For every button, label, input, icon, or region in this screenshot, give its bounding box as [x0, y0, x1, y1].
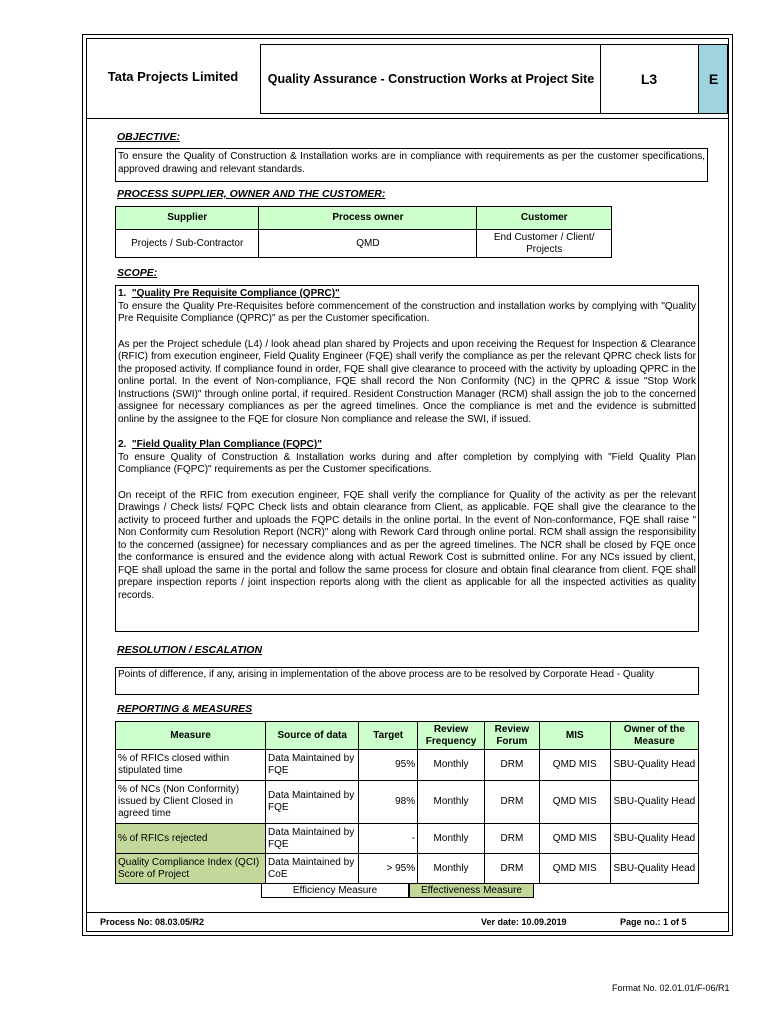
forum-cell: DRM [485, 750, 540, 781]
measures-table [115, 721, 699, 884]
objective-heading: OBJECTIVE: [117, 131, 181, 143]
measures-col-source: Source of data [266, 722, 359, 750]
frequency-cell: Monthly [418, 854, 485, 884]
target-cell: 98% [359, 781, 418, 824]
scope-item1-title: "Quality Pre Requisite Compliance (QPRC)" [131, 288, 340, 299]
version-date: Ver date: 10.09.2019 [481, 917, 567, 927]
frequency-cell: Monthly [418, 824, 485, 854]
frequency-cell: Monthly [418, 781, 485, 824]
table-row [116, 824, 699, 854]
process-cell-supplier: Projects / Sub-Contractor [116, 230, 259, 258]
format-number: Format No. 02.01.01/F-06/R1 [612, 983, 730, 993]
mis-cell: QMD MIS [539, 824, 610, 854]
process-cell-owner: QMD [259, 230, 477, 258]
company-name: Tata Projects Limited [107, 68, 239, 84]
measures-col-target: Target [359, 722, 418, 750]
source-cell: Data Maintained by FQE [266, 781, 359, 824]
target-cell: > 95% [359, 854, 418, 884]
scope-item2-number: 2. [118, 439, 127, 450]
forum-cell: DRM [485, 854, 540, 884]
process-table [115, 206, 612, 258]
forum-cell: DRM [485, 781, 540, 824]
source-cell: Data Maintained by CoE [266, 854, 359, 884]
scope-item1-para2: As per the Project schedule (L4) / look ahead plan shared by Projects and upon receiving the Request for Inspection & Clearance (RFIC) from execution engineer, Field Quality Engineer (FQE) shall verify the compliance as per the relevant QPRC check lists for the proposed activity. If compliance found in order, FQE shall give clearance to proceed with the activity by uploading QPRC in the online portal. In the event of Non-compliance, FQE shall record the Non Conformity (NC) in the QPRC & issue "Stop Work Instructions (SWI)" through online portal, if required. Resident Construction Manager (RCM) shall assign the job to the concerned assignee for necessary compliances as per the agreed timelines. Once the compliance is met and the evidence is submitted online by the assignee to the FQE for closure Non compliance and release the SWI, if issued. [118, 338, 696, 425]
legend-effectiveness: Effectiveness Measure [409, 883, 534, 898]
measures-col-forum: Review Forum [485, 722, 540, 750]
measure-cell: % of RFICs rejected [116, 824, 266, 854]
scope-item2-title: "Field Quality Plan Compliance (FQPC)" [131, 439, 322, 450]
document-level: L3 [640, 71, 658, 87]
reporting-heading: REPORTING & MEASURES [117, 703, 253, 715]
process-col-customer: Customer [477, 207, 612, 230]
table-row [116, 750, 699, 781]
mis-cell: QMD MIS [539, 750, 610, 781]
header-separator [86, 118, 729, 119]
scope-item2-heading [118, 439, 696, 452]
scope-item1-heading [118, 288, 696, 301]
table-row [116, 854, 699, 884]
scope-box [115, 285, 699, 632]
process-cell-customer: End Customer / Client/ Projects [477, 230, 612, 258]
owner-cell: SBU-Quality Head [610, 750, 698, 781]
target-cell: 95% [359, 750, 418, 781]
measure-cell: Quality Compliance Index (QCI) Score of Project [116, 854, 266, 884]
scope-item1-para1: To ensure the Quality Pre-Requisites before commencement of the construction and installation works by complying with "Quality Pre Requisite Compliance (QPRC)" as per the Customer specification. [118, 300, 696, 324]
table-row [116, 781, 699, 824]
forum-cell: DRM [485, 824, 540, 854]
owner-cell: SBU-Quality Head [610, 781, 698, 824]
source-cell: Data Maintained by FQE [266, 824, 359, 854]
owner-cell: SBU-Quality Head [610, 854, 698, 884]
measures-col-mis: MIS [539, 722, 610, 750]
source-cell: Data Maintained by FQE [266, 750, 359, 781]
measures-col-frequency: Review Frequency [418, 722, 485, 750]
scope-heading: SCOPE: [117, 267, 158, 279]
legend-efficiency: Efficiency Measure [261, 883, 409, 898]
revision-letter: E [708, 71, 719, 87]
measure-cell: % of RFICs closed within stipulated time [116, 750, 266, 781]
resolution-text: Points of difference, if any, arising in implementation of the above process are to be resolved by Corporate Head - Quality [115, 667, 699, 695]
measures-col-measure: Measure [116, 722, 266, 750]
target-cell: - [359, 824, 418, 854]
resolution-heading: RESOLUTION / ESCALATION [117, 644, 263, 656]
measures-col-owner: Owner of the Measure [610, 722, 698, 750]
mis-cell: QMD MIS [539, 781, 610, 824]
objective-text: To ensure the Quality of Construction & Installation works are in compliance with requirements as per the customer specifications, approved drawing and relevant standards. [115, 148, 708, 182]
process-heading: PROCESS SUPPLIER, OWNER AND THE CUSTOMER: [117, 188, 386, 200]
measure-cell: % of NCs (Non Conformity) issued by Client Closed in agreed time [116, 781, 266, 824]
frequency-cell: Monthly [418, 750, 485, 781]
document-title: Quality Assurance - Construction Works at Project Site [267, 72, 595, 86]
footer-separator [86, 912, 729, 913]
owner-cell: SBU-Quality Head [610, 824, 698, 854]
mis-cell: QMD MIS [539, 854, 610, 884]
process-number: Process No: 08.03.05/R2 [100, 917, 205, 927]
scope-item2-para1: To ensure Quality of Construction & Installation works during and after completion by complying with "Field Quality Plan Compliance (FQPC)" requirements as per the Customer specifications. [118, 451, 696, 475]
scope-item2-para2: On receipt of the RFIC from execution engineer, FQE shall verify the compliance for Quality of the activity as per the relevant Drawings / Check lists/ FQPC Check lists and obtain clearance from Client, as applicable. FQE shall give the clearance to the activity to proceed further and uploads the FQPC details in the online portal. In the event of Non-conformance, FQE shall raise " Non Conformity cum Resolution Report (NCR)" along with Rework Card through online portal. RCM shall assign the responsibility to the concerned (assignee) for necessary compliances and as per the agreed timelines. The NCR shall be closed by FQE once the conformance is ensured and the evidence along with actual Rework Cost is submitted online. For any NCs issued by client, FQE shall upload the same in the portal and follow the same process for closure and obtain final clearance from client. FQE shall prepare inspection reports / joint inspection reports along with the client as applicable for all the inspected activities as quality records. [118, 489, 696, 601]
process-col-owner: Process owner [259, 207, 477, 230]
process-col-supplier: Supplier [116, 207, 259, 230]
page-number: Page no.: 1 of 5 [620, 917, 687, 927]
scope-item1-number: 1. [118, 288, 127, 299]
